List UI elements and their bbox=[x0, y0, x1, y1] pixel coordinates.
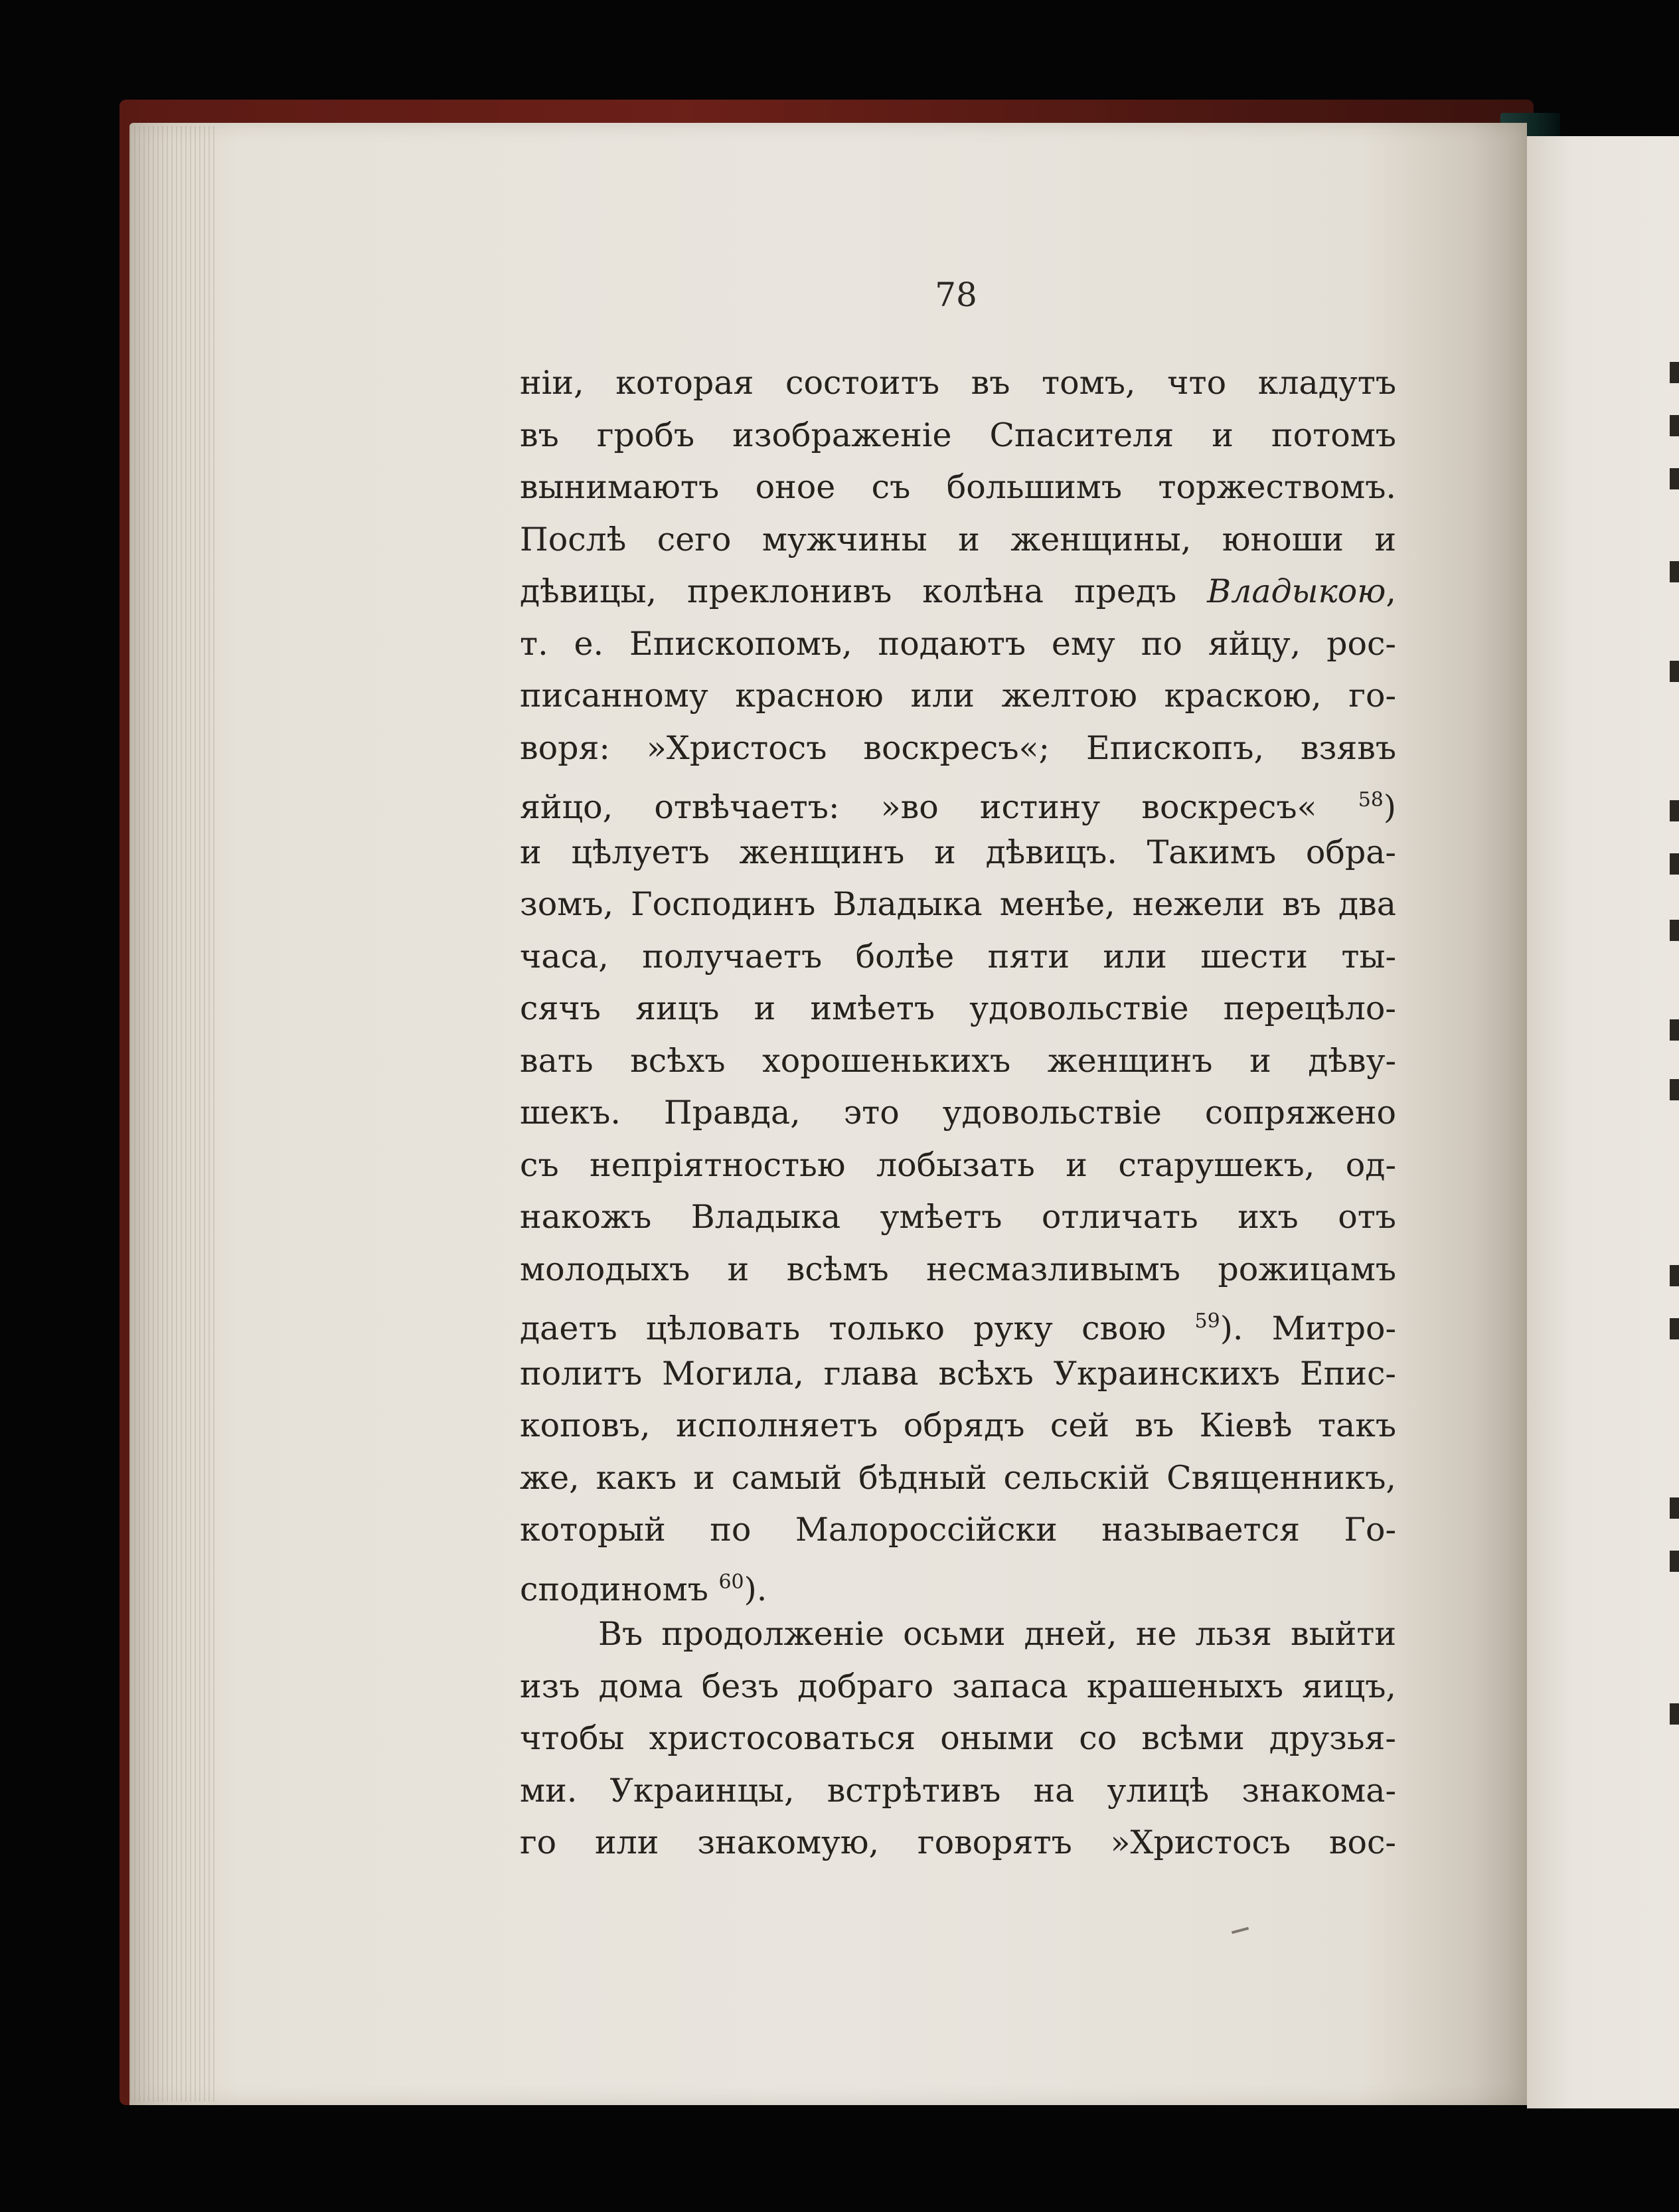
text-line-content: , bbox=[1386, 572, 1396, 610]
text-line-content: вынимаютъ оное съ большимъ торжествомъ. bbox=[520, 468, 1396, 506]
text-line-content: дѣвицы, преклонивъ колѣна предъ bbox=[520, 572, 1208, 610]
text-line bbox=[520, 1191, 1396, 1244]
text-line-content: ) bbox=[1383, 788, 1396, 826]
text-line-content: воря: »Христосъ воскресъ«; Епископъ, взявъ bbox=[520, 728, 1396, 767]
text-line-content: нiи, которая состоитъ въ томъ, что кладутъ bbox=[520, 364, 1396, 402]
text-line bbox=[520, 1348, 1396, 1401]
facing-page-text-fragment bbox=[1670, 1265, 1679, 1286]
facing-page-text-fragment bbox=[1670, 415, 1679, 436]
text-line bbox=[520, 618, 1396, 671]
text-line bbox=[520, 723, 1396, 775]
text-line-content: зомъ, Господинъ Владыка менѣе, нежели въ два bbox=[520, 885, 1396, 923]
text-line-content: накожъ Владыка умѣетъ отличать ихъ отъ bbox=[520, 1198, 1396, 1236]
facing-page-text-fragment bbox=[1670, 362, 1679, 383]
text-line bbox=[520, 1817, 1396, 1869]
facing-page-text-fragment bbox=[1670, 853, 1679, 875]
facing-page-text-fragment bbox=[1670, 1551, 1679, 1572]
text-line bbox=[520, 1140, 1396, 1192]
text-line bbox=[520, 462, 1396, 514]
facing-page-text-fragment bbox=[1670, 1497, 1679, 1519]
text-line-content: Послѣ сего мужчины и женщины, юноши и bbox=[520, 520, 1396, 558]
page-body-text bbox=[520, 357, 1396, 1869]
text-line-content: же, какъ и самый бѣдный сельскiй Священникъ, bbox=[520, 1458, 1396, 1497]
facing-page-text-fragment bbox=[1670, 1318, 1679, 1339]
text-line-content: чтобы христосоваться оными со всѣми друзья- bbox=[520, 1719, 1396, 1757]
text-line-content: ми. Украинцы, встрѣтивъ на улицѣ знакома- bbox=[520, 1771, 1396, 1810]
facing-page-text-fragment bbox=[1670, 1079, 1679, 1100]
footnote-reference: 59 bbox=[1194, 1310, 1220, 1333]
text-line bbox=[520, 1608, 1396, 1661]
footnote-reference: 60 bbox=[718, 1570, 744, 1594]
facing-page-text-fragment bbox=[1670, 920, 1679, 941]
text-line-content: и цѣлуетъ женщинъ и дѣвицъ. Такимъ обра- bbox=[520, 833, 1396, 871]
text-line bbox=[520, 566, 1396, 618]
facing-page-text-fragment bbox=[1670, 1019, 1679, 1041]
text-line bbox=[520, 1713, 1396, 1765]
facing-page-text-fragment bbox=[1670, 1703, 1679, 1725]
text-line bbox=[520, 670, 1396, 723]
text-line-content: т. е. Епископомъ, подаютъ ему по яйцу, рос- bbox=[520, 624, 1396, 663]
footnote-reference: 58 bbox=[1358, 788, 1384, 811]
text-line-content: политъ Могила, глава всѣхъ Украинскихъ Епис- bbox=[520, 1354, 1396, 1393]
text-line bbox=[520, 827, 1396, 879]
text-line-content: молодыхъ и всѣмъ несмазливымъ рожицамъ bbox=[520, 1250, 1396, 1288]
text-line-content: съ непрiятностью лобызать и старушекъ, од- bbox=[520, 1146, 1396, 1184]
facing-page-text-fragment bbox=[1670, 661, 1679, 682]
text-line bbox=[520, 774, 1396, 827]
text-line bbox=[520, 357, 1396, 410]
text-line bbox=[520, 1400, 1396, 1452]
text-line-content: писанному красною или желтою краскою, го- bbox=[520, 677, 1396, 715]
italic-word: Владыкою bbox=[1207, 572, 1386, 610]
text-line-content: го или знакомую, говорятъ »Христосъ вос- bbox=[520, 1824, 1396, 1861]
text-line-content: шекъ. Правда, это удовольствiе сопряжено bbox=[520, 1094, 1396, 1132]
bleed-through-text bbox=[684, 1537, 1281, 1564]
facing-page bbox=[1527, 136, 1679, 2108]
text-line bbox=[520, 1244, 1396, 1296]
facing-page-text-fragment bbox=[1670, 800, 1679, 821]
text-line-content: который по Малороссiйски называется Го- bbox=[520, 1511, 1396, 1549]
text-line bbox=[520, 1765, 1396, 1818]
facing-page-text-fragment bbox=[1670, 468, 1679, 489]
text-line bbox=[520, 1557, 1396, 1609]
text-line-content: ). Митро- bbox=[1220, 1310, 1396, 1347]
text-line bbox=[520, 983, 1396, 1035]
text-line bbox=[520, 1661, 1396, 1713]
text-line-content: изъ дома безъ добраго запаса крашеныхъ яицъ, bbox=[520, 1667, 1396, 1705]
text-line-content: даетъ цѣловать только руку свою bbox=[520, 1310, 1195, 1347]
text-line bbox=[520, 1452, 1396, 1505]
text-line-content: коповъ, исполняетъ обрядъ сей въ Кiевѣ такъ bbox=[520, 1406, 1396, 1444]
text-line bbox=[520, 879, 1396, 931]
text-line-content: Въ продолженiе осьми дней, не льзя выйти bbox=[598, 1615, 1396, 1653]
text-line bbox=[520, 410, 1396, 462]
text-line-content: ). bbox=[744, 1570, 767, 1608]
text-line-content: въ гробъ изображенiе Спасителя и потомъ bbox=[520, 416, 1396, 454]
text-line bbox=[520, 931, 1396, 983]
text-line-content: сподиномъ bbox=[520, 1570, 719, 1608]
page-number: 78 bbox=[935, 276, 977, 314]
text-line-content: яйцо, отвѣчаетъ: »во истину воскресъ« bbox=[520, 788, 1358, 826]
text-line bbox=[520, 1296, 1396, 1348]
page-edges bbox=[129, 126, 216, 2102]
text-line bbox=[520, 1087, 1396, 1140]
text-line bbox=[520, 514, 1396, 566]
text-line bbox=[520, 1035, 1396, 1088]
text-line-content: часа, получаетъ болѣе пяти или шести ты- bbox=[520, 937, 1396, 976]
text-line-content: вать всѣхъ хорошенькихъ женщинъ и дѣву- bbox=[520, 1041, 1396, 1080]
text-line-content: сячъ яицъ и имѣетъ удовольствiе перецѣло- bbox=[520, 989, 1396, 1027]
facing-page-text-fragment bbox=[1670, 561, 1679, 582]
